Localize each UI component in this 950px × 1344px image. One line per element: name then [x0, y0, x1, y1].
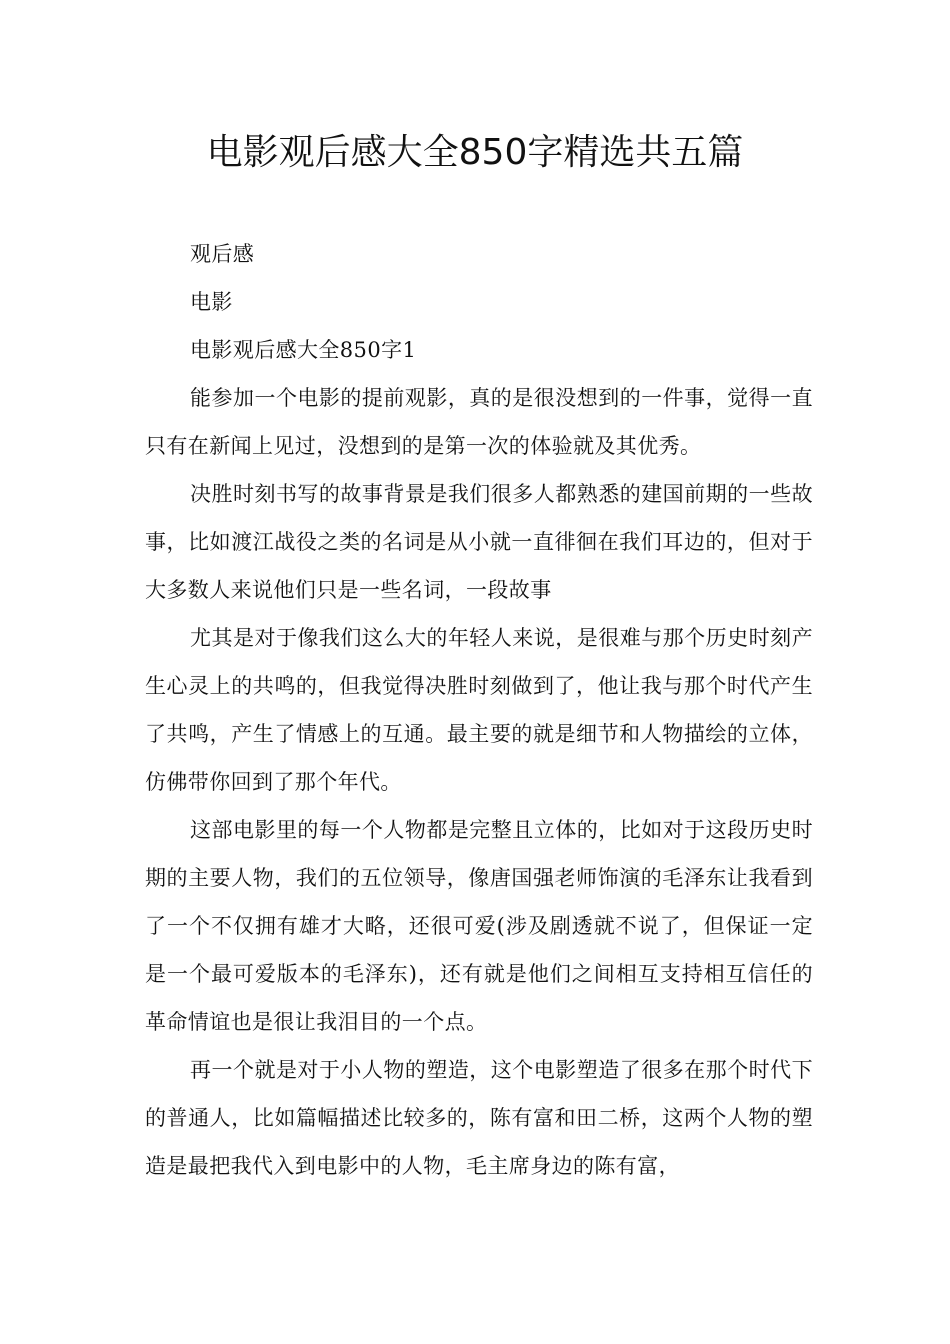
document-title: 电影观后感大全850字精选共五篇 — [206, 132, 744, 173]
body-paragraph: 决胜时刻书写的故事背景是我们很多人都熟悉的建国前期的一些故事，比如渡江战役之类的名词是从小就一直徘徊在我们耳边的，但对于大多数人来说他们只是一些名词，一段故事 — [145, 482, 813, 602]
paragraph-keyword-1: 观后感 — [190, 242, 255, 266]
body-paragraph: 这部电影里的每一个人物都是完整且立体的，比如对于这段历史时期的主要人物，我们的五位领导，像唐国强老师饰演的毛泽东让我看到了一个不仅拥有雄才大略，还很可爱(涉及剧透就不说了，但保证一定是一个最可爱版本的毛泽东)，还有就是他们之间相互支持相互信任的革命情谊也是很让我泪目的一个点。 — [145, 818, 813, 1034]
body-paragraph: 能参加一个电影的提前观影，真的是很没想到的一件事，觉得一直只有在新闻上见过，没想到的是第一次的体验就及其优秀。 — [145, 386, 813, 458]
body-paragraph: 尤其是对于像我们这么大的年轻人来说，是很难与那个历史时刻产生心灵上的共鸣的，但我觉得决胜时刻做到了，他让我与那个时代产生了共鸣，产生了情感上的互通。最主要的就是细节和人物描绘的立体，仿佛带你回到了那个年代。 — [145, 626, 813, 794]
document-body — [145, 230, 813, 1190]
body-paragraph: 再一个就是对于小人物的塑造，这个电影塑造了很多在那个时代下的普通人，比如篇幅描述比较多的，陈有富和田二桥，这两个人物的塑造是最把我代入到电影中的人物，毛主席身边的陈有富， — [145, 1058, 813, 1178]
section-heading: 电影观后感大全850字1 — [190, 338, 417, 362]
paragraph-keyword-2: 电影 — [190, 290, 233, 314]
